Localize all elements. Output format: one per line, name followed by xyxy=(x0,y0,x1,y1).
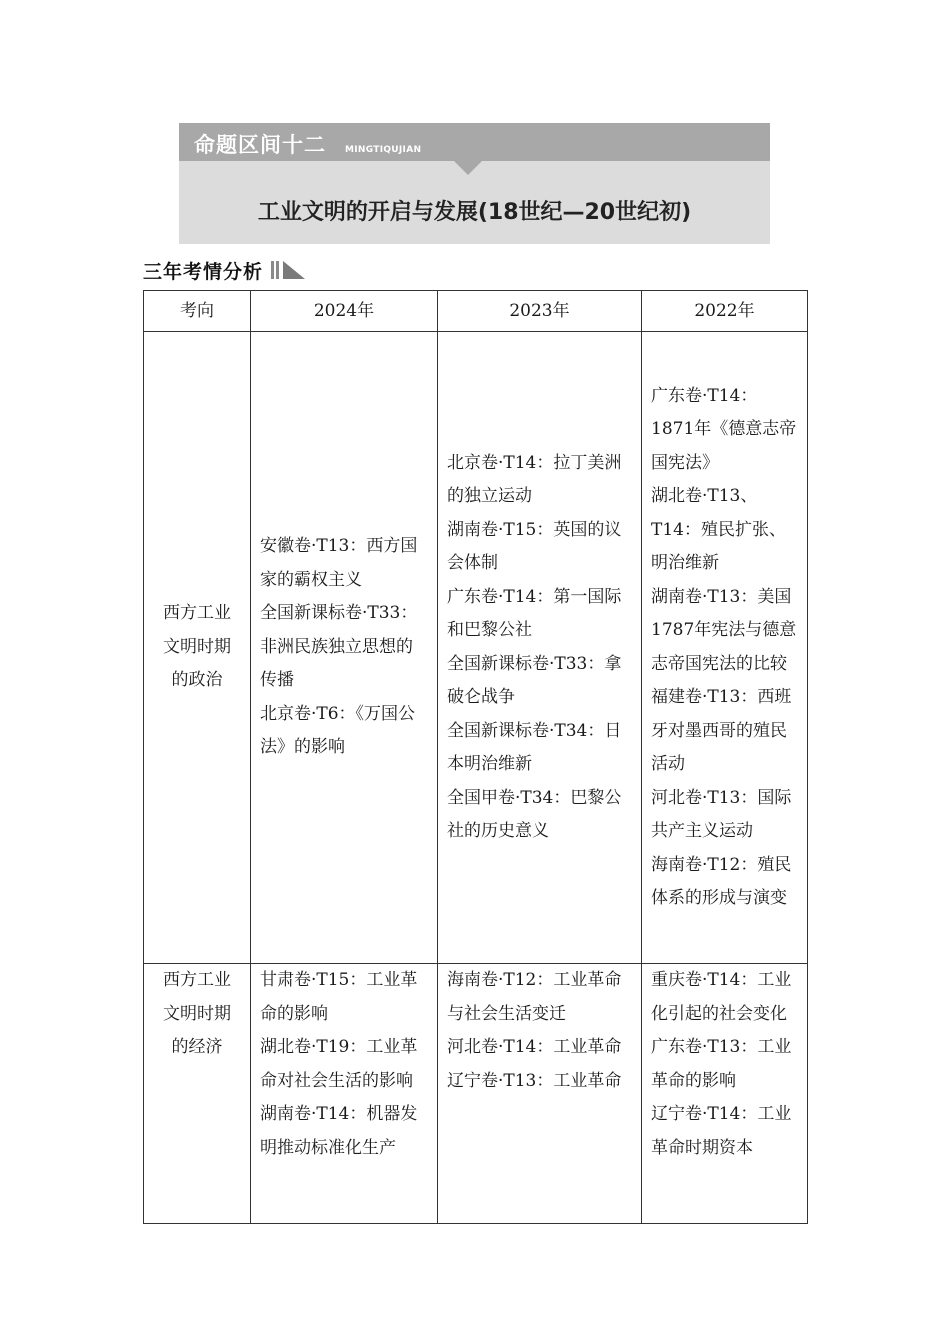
table-row xyxy=(144,964,808,1224)
exam-item: 全国新课标卷·T33：拿破仑战争 xyxy=(447,653,622,707)
topic-line: 的经济 xyxy=(171,1037,223,1057)
header-2024: 2024年 xyxy=(251,291,438,332)
exam-item: 湖南卷·T13：美国1787年宪法与德意志帝国宪法的比较 xyxy=(651,586,797,674)
exam-item: 重庆卷·T14：工业化引起的社会变化 xyxy=(651,970,792,1024)
topic-line: 文明时期 xyxy=(163,636,231,657)
table-row xyxy=(144,332,808,964)
cell-2024 xyxy=(251,332,438,964)
topic-line: 文明时期 xyxy=(163,1003,231,1024)
banner-pinyin: MINGTIQUJIAN xyxy=(345,145,422,155)
section-heading xyxy=(143,256,305,284)
exam-item: 福建卷·T13：西班牙对墨西哥的殖民活动 xyxy=(651,687,792,774)
exam-item: 湖南卷·T15：英国的议会体制 xyxy=(447,519,622,573)
topic-cell xyxy=(144,332,251,964)
exam-item: 湖北卷·T19：工业革命对社会生活的影响 xyxy=(260,1037,418,1091)
cell-2022 xyxy=(642,332,808,964)
topic-cell xyxy=(144,964,251,1224)
header-topic: 考向 xyxy=(144,291,251,332)
exam-item: 辽宁卷·T13：工业革命 xyxy=(447,1070,622,1091)
cell-2024 xyxy=(251,964,438,1224)
exam-item: 甘肃卷·T15：工业革命的影响 xyxy=(260,970,418,1024)
exam-analysis-table xyxy=(143,290,808,1224)
cell-2023 xyxy=(438,332,642,964)
topic-line: 西方工业 xyxy=(163,970,231,990)
exam-item: 北京卷·T6：《万国公法》的影响 xyxy=(260,703,416,758)
topic-line: 西方工业 xyxy=(163,603,231,624)
header-2023: 2023年 xyxy=(438,291,642,332)
header-2022: 2022年 xyxy=(642,291,808,332)
exam-item: 湖南卷·T14：机器发明推动标准化生产 xyxy=(260,1104,418,1158)
exam-item: 全国新课标卷·T33：非洲民族独立思想的传播 xyxy=(260,603,418,691)
chapter-banner xyxy=(179,123,770,244)
exam-item: 安徽卷·T13：西方国家的霸权主义 xyxy=(260,536,418,590)
topic-line: 的政治 xyxy=(171,670,223,691)
exam-item: 广东卷·T14：第一国际和巴黎公社 xyxy=(447,586,622,640)
exam-item: 全国甲卷·T34：巴黎公社的历史意义 xyxy=(447,787,622,841)
exam-item: 河北卷·T13：国际共产主义运动 xyxy=(651,787,792,841)
exam-item: 河北卷·T14：工业革命 xyxy=(447,1037,622,1057)
exam-item: 全国新课标卷·T34：日本明治维新 xyxy=(447,720,622,774)
chapter-title: 工业文明的开启与发展(18世纪—20世纪初) xyxy=(257,200,692,225)
banner-header-strip xyxy=(179,123,770,161)
exam-item: 海南卷·T12：殖民体系的形成与演变 xyxy=(651,854,792,908)
cell-2023 xyxy=(438,964,642,1224)
exam-item: 海南卷·T12：工业革命与社会生活变迁 xyxy=(447,970,622,1024)
section-title: 三年考情分析 xyxy=(143,260,264,283)
banner-label: 命题区间十二 xyxy=(194,133,326,157)
exam-item: 广东卷·T14：1871年《德意志帝国宪法》 xyxy=(651,385,797,473)
banner-notch xyxy=(454,161,482,175)
exam-item: 湖北卷·T13、T14：殖民扩张、明治维新 xyxy=(651,486,786,573)
exam-item: 辽宁卷·T14：工业革命时期资本 xyxy=(651,1104,792,1158)
section-marker-icon xyxy=(271,260,305,280)
exam-item: 北京卷·T14：拉丁美洲的独立运动 xyxy=(447,452,622,506)
cell-2022 xyxy=(642,964,808,1224)
table-header-row xyxy=(144,291,808,332)
exam-item: 广东卷·T13：工业革命的影响 xyxy=(651,1037,792,1091)
